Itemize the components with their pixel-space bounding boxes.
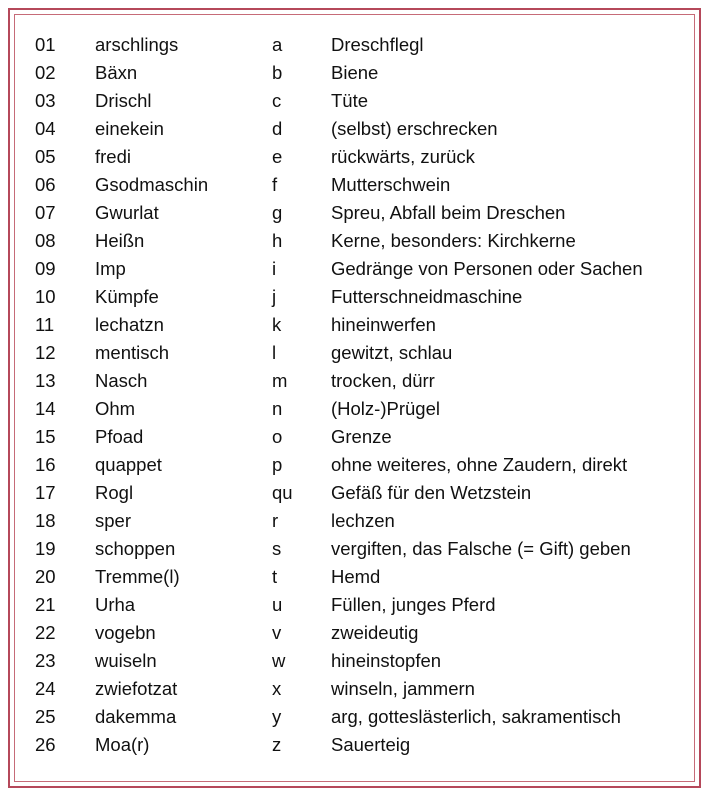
word-meaning: vergiften, das Falsche (= Gift) geben (331, 538, 631, 559)
item-number: 19 (35, 538, 56, 559)
list-item (0, 311, 713, 339)
dialect-word: Kümpfe (95, 286, 159, 307)
dialect-word: mentisch (95, 342, 170, 363)
item-number: 09 (35, 258, 56, 279)
word-meaning: (Holz-)Prügel (331, 398, 440, 419)
list-item (0, 451, 713, 479)
answer-letter: y (272, 706, 282, 727)
item-number: 08 (35, 230, 56, 251)
list-item (0, 591, 713, 619)
dialect-word: dakemma (95, 706, 177, 727)
answer-letter: v (272, 622, 282, 643)
word-meaning: Dreschflegl (331, 34, 424, 55)
item-number: 25 (35, 706, 56, 727)
answer-letter: w (272, 650, 286, 671)
list-item (0, 171, 713, 199)
word-meaning: arg, gotteslästerlich, sakramentisch (331, 706, 621, 727)
word-meaning: Mutterschwein (331, 174, 451, 195)
word-meaning: Gefäß für den Wetzstein (331, 482, 532, 503)
dialect-word: wuiseln (95, 650, 157, 671)
word-meaning: Grenze (331, 426, 392, 447)
answer-letter: e (272, 146, 283, 167)
dialect-word: arschlings (95, 34, 179, 55)
dialect-word: quappet (95, 454, 162, 475)
answer-letter: d (272, 118, 283, 139)
dialect-word: einekein (95, 118, 164, 139)
answer-letter: f (272, 174, 278, 195)
list-item (0, 479, 713, 507)
list-item (0, 255, 713, 283)
word-meaning: Tüte (331, 90, 369, 111)
list-item (0, 115, 713, 143)
dialect-word: Heißn (95, 230, 145, 251)
word-meaning: rückwärts, zurück (331, 146, 475, 167)
item-number: 15 (35, 426, 56, 447)
word-meaning: Gedränge von Personen oder Sachen (331, 258, 643, 279)
dialect-word: lechatzn (95, 314, 164, 335)
item-number: 12 (35, 342, 56, 363)
answer-letter: h (272, 230, 283, 251)
dialect-word: Pfoad (95, 426, 144, 447)
list-item (0, 227, 713, 255)
list-item (0, 143, 713, 171)
answer-letter: o (272, 426, 283, 447)
answer-letter: n (272, 398, 283, 419)
answer-letter: i (272, 258, 277, 279)
word-meaning: Sauerteig (331, 734, 411, 755)
answer-letter: s (272, 538, 282, 559)
item-number: 01 (35, 34, 56, 55)
item-number: 26 (35, 734, 56, 755)
item-number: 13 (35, 370, 56, 391)
item-number: 03 (35, 90, 56, 111)
answer-letter: qu (272, 482, 293, 503)
answer-letter: a (272, 34, 283, 55)
dialect-word: Ohm (95, 398, 136, 419)
answer-letter: p (272, 454, 283, 475)
word-meaning: hineinwerfen (331, 314, 436, 335)
answer-letter: l (272, 342, 277, 363)
list-item (0, 507, 713, 535)
word-meaning: Füllen, junges Pferd (331, 594, 496, 615)
item-number: 04 (35, 118, 56, 139)
list-item (0, 59, 713, 87)
word-meaning: hineinstopfen (331, 650, 442, 671)
word-meaning: trocken, dürr (331, 370, 435, 391)
dialect-word: Gsodmaschin (95, 174, 209, 195)
dialect-word: zwiefotzat (95, 678, 178, 699)
list-item (0, 87, 713, 115)
item-number: 18 (35, 510, 56, 531)
item-number: 17 (35, 482, 56, 503)
answer-letter: m (272, 370, 288, 391)
word-meaning: winseln, jammern (331, 678, 475, 699)
list-item (0, 283, 713, 311)
item-number: 02 (35, 62, 56, 83)
item-number: 20 (35, 566, 56, 587)
list-item (0, 563, 713, 591)
list-item (0, 423, 713, 451)
dialect-word: sper (95, 510, 131, 531)
answer-letter: j (272, 286, 277, 307)
answer-letter: c (272, 90, 282, 111)
list-item (0, 367, 713, 395)
list-item (0, 731, 713, 759)
list-item (0, 535, 713, 563)
word-meaning: Futterschneidmaschine (331, 286, 523, 307)
answer-letter: t (272, 566, 278, 587)
word-meaning: zweideutig (331, 622, 419, 643)
dialect-word: schoppen (95, 538, 176, 559)
dialect-word: Urha (95, 594, 136, 615)
word-meaning: Biene (331, 62, 379, 83)
word-meaning: Spreu, Abfall beim Dreschen (331, 202, 566, 223)
word-meaning: lechzen (331, 510, 395, 531)
item-number: 05 (35, 146, 56, 167)
item-number: 14 (35, 398, 56, 419)
answer-letter: u (272, 594, 283, 615)
answer-letter: k (272, 314, 282, 335)
item-number: 23 (35, 650, 56, 671)
list-item (0, 675, 713, 703)
word-meaning: gewitzt, schlau (331, 342, 453, 363)
list-item (0, 31, 713, 59)
dialect-word: Nasch (95, 370, 148, 391)
word-meaning: ohne weiteres, ohne Zaudern, direkt (331, 454, 628, 475)
list-item (0, 619, 713, 647)
list-item (0, 339, 713, 367)
item-number: 24 (35, 678, 56, 699)
item-number: 10 (35, 286, 56, 307)
item-number: 11 (35, 314, 55, 335)
word-list (0, 31, 713, 759)
item-number: 16 (35, 454, 56, 475)
item-number: 22 (35, 622, 56, 643)
item-number: 07 (35, 202, 56, 223)
dialect-word: Imp (95, 258, 126, 279)
dialect-word: Tremme(l) (95, 566, 180, 587)
item-number: 21 (35, 594, 56, 615)
dialect-word: Moa(r) (95, 734, 150, 755)
word-meaning: Kerne, besonders: Kirchkerne (331, 230, 576, 251)
answer-letter: g (272, 202, 283, 223)
list-item (0, 703, 713, 731)
list-item (0, 395, 713, 423)
dialect-word: Bäxn (95, 62, 138, 83)
dialect-word: Gwurlat (95, 202, 159, 223)
list-item (0, 199, 713, 227)
item-number: 06 (35, 174, 56, 195)
dialect-word: Rogl (95, 482, 134, 503)
word-meaning: (selbst) erschrecken (331, 118, 498, 139)
dialect-word: Drischl (95, 90, 152, 111)
dialect-word: fredi (95, 146, 131, 167)
dialect-word: vogebn (95, 622, 156, 643)
word-meaning: Hemd (331, 566, 381, 587)
answer-letter: x (272, 678, 282, 699)
answer-letter: z (272, 734, 282, 755)
answer-letter: r (272, 510, 279, 531)
list-item (0, 647, 713, 675)
answer-letter: b (272, 62, 283, 83)
